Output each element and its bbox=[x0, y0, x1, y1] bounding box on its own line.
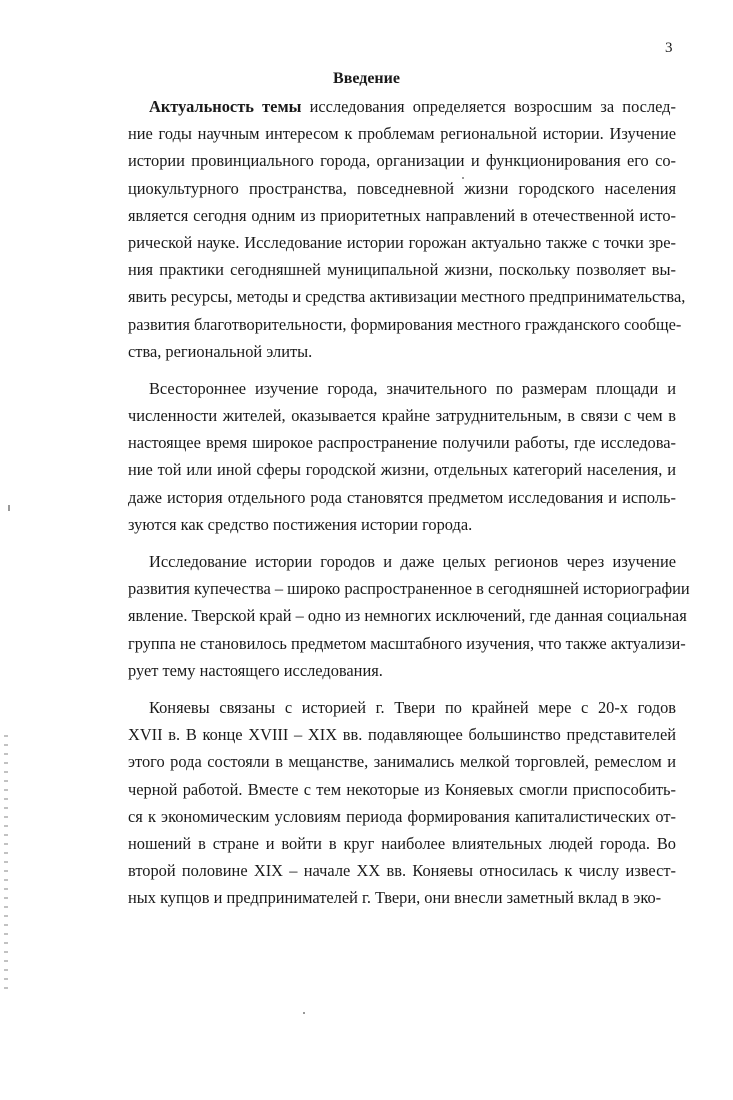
line-text: черной работой. Вместе с тем некоторые из Коняевых смогли приспособить- bbox=[128, 779, 676, 799]
text-line bbox=[128, 511, 676, 538]
line-text: явление. Тверской край – одно из немногих исключений, где данная социальная bbox=[128, 606, 687, 626]
text-line bbox=[128, 830, 676, 857]
paragraph-gap bbox=[128, 365, 676, 375]
line-text: ния практики сегодняшней муниципальной жизни, поскольку позволяет вы- bbox=[128, 260, 676, 280]
line-text: настоящее время широкое распространение получили работы, где исследова- bbox=[128, 433, 676, 453]
paragraph bbox=[128, 548, 690, 684]
scan-artifact bbox=[8, 505, 10, 511]
line-text: Коняевы связаны с историей г. Твери по крайней мере с 20-х годов bbox=[149, 697, 676, 717]
line-text: ся к экономическим условиям периода формирования капиталистических от- bbox=[128, 806, 676, 826]
line-text: этого рода состояли в мещанстве, занимались мелкой торговлей, ремеслом и bbox=[128, 752, 676, 772]
text-line bbox=[128, 120, 676, 147]
text-line bbox=[128, 93, 676, 120]
line-text: развития благотворительности, формирования местного гражданского сообще- bbox=[128, 314, 682, 334]
section-heading: Введение bbox=[333, 70, 400, 87]
line-text: ношений в стране и войти в круг наиболее влиятельных людей города. Во bbox=[128, 833, 676, 853]
line-text: развития купечества – широко распространенное в сегодняшней историографии bbox=[128, 579, 690, 599]
text-line bbox=[128, 338, 676, 365]
text-line bbox=[128, 884, 676, 911]
text-line bbox=[128, 748, 676, 775]
bold-term: Актуальность темы bbox=[149, 97, 302, 116]
line-text: является сегодня одним из приоритетных направлений в отечественной исто- bbox=[128, 205, 676, 225]
line-text: ние той или иной сферы городской жизни, отдельных категорий населения, и bbox=[128, 460, 676, 480]
text-line bbox=[128, 657, 676, 684]
text-line bbox=[128, 311, 682, 338]
text-line bbox=[128, 229, 676, 256]
text-line bbox=[128, 803, 676, 830]
text-line bbox=[128, 630, 686, 657]
text-line bbox=[128, 602, 687, 629]
text-line bbox=[128, 147, 676, 174]
text-line bbox=[128, 548, 676, 575]
line-text: истории провинциального города, организации и функционирования его со- bbox=[128, 151, 676, 171]
line-text: Всестороннее изучение города, значительного по размерам площади и bbox=[149, 378, 676, 398]
document-body bbox=[128, 93, 690, 911]
paragraph-gap bbox=[128, 538, 676, 548]
scan-margin-marks bbox=[4, 735, 8, 990]
text-line bbox=[128, 375, 676, 402]
text-line bbox=[128, 484, 676, 511]
line-text: зуются как средство постижения истории города. bbox=[128, 514, 473, 534]
line-text: исследования определяется возросшим за послед- bbox=[301, 97, 676, 116]
line-text: второй половине XIX – начале XX вв. Коняевы относилась к числу извест- bbox=[128, 861, 676, 881]
text-line bbox=[128, 429, 676, 456]
line-text: XVII в. В конце XVIII – XIX вв. подавляющее большинство представителей bbox=[128, 725, 676, 745]
text-line bbox=[128, 857, 676, 884]
text-line bbox=[128, 175, 676, 202]
text-line bbox=[128, 456, 676, 483]
line-text: даже история отдельного рода становятся предметом исследования и исполь- bbox=[128, 487, 676, 507]
paragraph-gap bbox=[128, 684, 676, 694]
page-number: 3 bbox=[665, 40, 673, 56]
line-text: ние годы научным интересом к проблемам региональной истории. Изучение bbox=[128, 124, 676, 144]
text-line bbox=[128, 256, 676, 283]
text-line bbox=[128, 776, 676, 803]
paragraph bbox=[128, 694, 676, 912]
paragraph bbox=[128, 375, 676, 538]
line-text: численности жителей, оказывается крайне затруднительным, в связи с чем в bbox=[128, 406, 676, 426]
line-text: рической науке. Исследование истории горожан актуально также с точки зре- bbox=[128, 232, 676, 252]
text-line bbox=[128, 721, 676, 748]
line-text: явить ресурсы, методы и средства активизации местного предпринимательства, bbox=[128, 287, 686, 307]
text-line bbox=[128, 402, 676, 429]
text-line bbox=[128, 694, 676, 721]
line-text: группа не становилось предметом масштабного изучения, что также актуализи- bbox=[128, 633, 686, 653]
paragraph bbox=[128, 93, 686, 365]
line-text: циокультурного пространства, повседневной жизни городского населения bbox=[128, 178, 676, 198]
scan-dot bbox=[303, 1012, 305, 1014]
text-line bbox=[128, 202, 676, 229]
text-line bbox=[128, 575, 690, 602]
line-text: рует тему настоящего исследования. bbox=[128, 660, 383, 680]
line-text: ства, региональной элиты. bbox=[128, 341, 313, 361]
scan-dot bbox=[462, 177, 464, 179]
line-text: ных купцов и предпринимателей г. Твери, они внесли заметный вклад в эко- bbox=[128, 888, 662, 908]
text-line bbox=[128, 283, 686, 310]
line-text: Исследование истории городов и даже целых регионов через изучение bbox=[149, 552, 676, 571]
